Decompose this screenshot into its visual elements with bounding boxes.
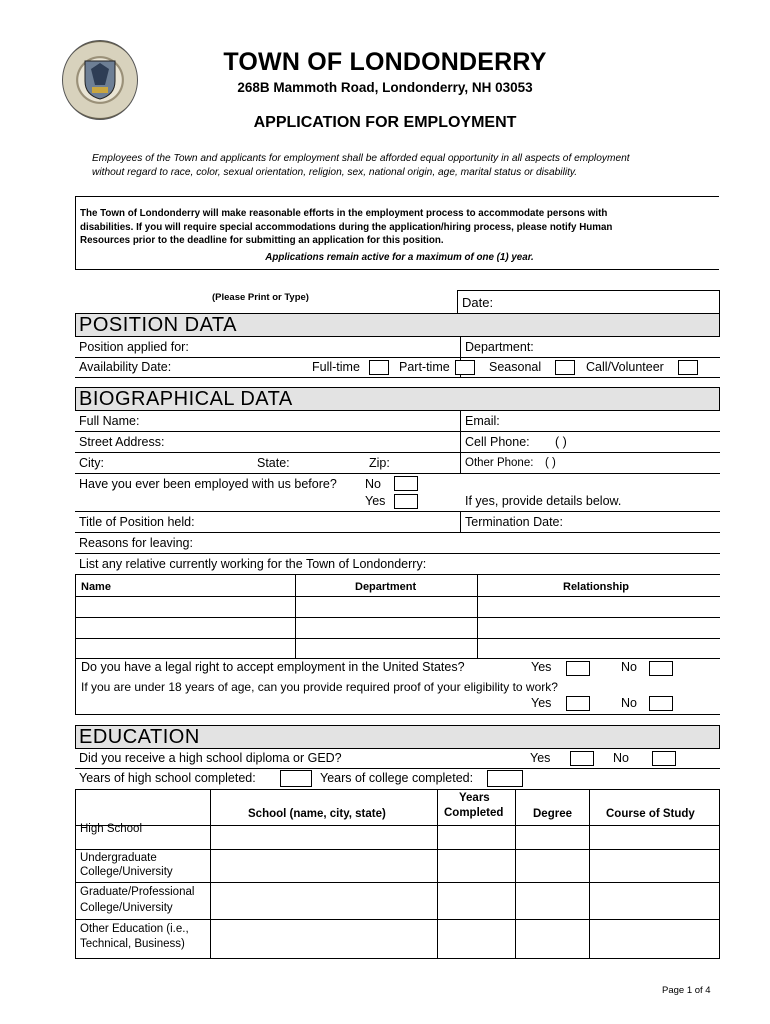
- relative-2-name-cell[interactable]: [76, 618, 294, 638]
- row-employed-before: [75, 474, 720, 512]
- city-field[interactable]: City:: [79, 456, 104, 470]
- seasonal-checkbox[interactable]: [555, 360, 575, 375]
- other-phone-field[interactable]: Other Phone:: [465, 457, 534, 469]
- education-table: [75, 789, 720, 959]
- cell-phone-parens: ( ): [555, 435, 567, 449]
- notice-line-1: The Town of Londonderry will make reasonable efforts in the employment process to accommodate persons with: [80, 208, 608, 219]
- eligibility-block: [75, 658, 720, 715]
- other-phone-parens: ( ): [545, 457, 556, 469]
- edu-col-years-2: Completed: [444, 807, 504, 819]
- under18-question: If you are under 18 years of age, can you provide required proof of your eligibility to work?: [81, 680, 558, 694]
- edu-col-school: School (name, city, state): [248, 808, 386, 820]
- row-years-completed: [75, 769, 720, 789]
- termination-date-field[interactable]: Termination Date:: [465, 515, 563, 529]
- under18-yes-checkbox[interactable]: [566, 696, 590, 711]
- edu-row-grad-2: College/University: [80, 902, 173, 914]
- under18-yes-label: Yes: [531, 696, 552, 710]
- relatives-col-name: Name: [81, 581, 111, 593]
- reasons-leaving-field[interactable]: Reasons for leaving:: [79, 536, 193, 550]
- employed-yes-checkbox[interactable]: [394, 494, 418, 509]
- relatives-label: List any relative currently working for the Town of Londonderry:: [79, 557, 427, 571]
- parttime-checkbox[interactable]: [455, 360, 475, 375]
- address: 268B Mammoth Road, Londonderry, NH 03053: [237, 80, 533, 95]
- relative-1-name-cell[interactable]: [76, 597, 294, 617]
- eeo-line-2: without regard to race, color, sexual orientation, religion, sex, national origin, age, marital status or disability.: [92, 167, 578, 178]
- under18-no-checkbox[interactable]: [649, 696, 673, 711]
- legal-no-checkbox[interactable]: [649, 661, 673, 676]
- eeo-statement: [92, 152, 712, 180]
- page-title: TOWN OF LONDONDERRY: [223, 48, 547, 76]
- row-street: [75, 432, 720, 453]
- college-years-label: Years of college completed:: [320, 771, 474, 785]
- relative-2-relationship-cell[interactable]: [478, 618, 720, 638]
- edu-col-years-1: Years: [459, 792, 490, 804]
- edu-row-grad-1: Graduate/Professional: [80, 886, 195, 898]
- employed-before-question: Have you ever been employed with us before?: [79, 477, 337, 491]
- zip-field[interactable]: Zip:: [369, 456, 390, 470]
- hs-years-label: Years of high school completed:: [79, 771, 256, 785]
- diploma-question: Did you receive a high school diploma or GED?: [79, 751, 342, 765]
- row-city: [75, 453, 720, 474]
- state-field[interactable]: State:: [257, 456, 290, 470]
- form-title: APPLICATION FOR EMPLOYMENT: [253, 114, 517, 131]
- row-position-applied: [75, 337, 720, 358]
- email-field[interactable]: Email:: [465, 414, 500, 428]
- edu-col-degree: Degree: [533, 808, 572, 820]
- department-field[interactable]: Department:: [465, 340, 534, 354]
- relative-1-relationship-cell[interactable]: [478, 597, 720, 617]
- notice-line-3: Resources prior to the deadline for submitting an application for this position.: [80, 235, 444, 246]
- legal-yes-label: Yes: [531, 660, 552, 674]
- position-applied-field[interactable]: Position applied for:: [79, 340, 189, 354]
- callvolunteer-label: Call/Volunteer: [586, 360, 664, 374]
- fulltime-label: Full-time: [312, 360, 360, 374]
- employed-no-checkbox[interactable]: [394, 476, 418, 491]
- row-relatives: [75, 554, 720, 575]
- diploma-yes-label: Yes: [530, 751, 551, 765]
- date-label: Date:: [462, 295, 494, 310]
- edu-row-undergrad-1: Undergraduate: [80, 852, 157, 864]
- parttime-label: Part-time: [399, 360, 450, 374]
- hs-years-field[interactable]: [280, 770, 312, 787]
- title-held-field[interactable]: Title of Position held:: [79, 515, 195, 529]
- full-name-field[interactable]: Full Name:: [79, 414, 140, 428]
- notice-active: Applications remain active for a maximum of one (1) year.: [265, 251, 534, 263]
- row-full-name: [75, 411, 720, 432]
- edu-row-other-2: Technical, Business): [80, 938, 185, 950]
- employed-yes-label: Yes: [365, 494, 386, 508]
- street-address-field[interactable]: Street Address:: [79, 435, 165, 449]
- grad-school-cell[interactable]: [211, 883, 437, 919]
- diploma-no-checkbox[interactable]: [652, 751, 676, 766]
- row-diploma: [75, 749, 720, 769]
- other-school-cell[interactable]: [211, 920, 437, 958]
- edu-row-other-1: Other Education (i.e.,: [80, 923, 189, 935]
- section-biographical-data: BIOGRAPHICAL DATA: [75, 387, 720, 411]
- availability-date-field[interactable]: Availability Date:: [79, 360, 172, 374]
- legal-right-question: Do you have a legal right to accept employment in the United States?: [81, 660, 465, 674]
- date-field[interactable]: [457, 290, 720, 314]
- legal-yes-checkbox[interactable]: [566, 661, 590, 676]
- college-years-field[interactable]: [487, 770, 523, 787]
- row-title-held: [75, 512, 720, 533]
- undergrad-school-cell[interactable]: [211, 850, 437, 882]
- relative-2-department-cell[interactable]: [296, 618, 476, 638]
- accommodation-notice: [75, 196, 719, 270]
- notice-line-2: disabilities. If you will require special accommodations during the application/hiring process, please notify Human: [80, 221, 613, 233]
- callvolunteer-checkbox[interactable]: [678, 360, 698, 375]
- relatives-col-department: Department: [355, 581, 417, 593]
- row-availability: [75, 358, 720, 378]
- print-note: (Please Print or Type): [212, 292, 309, 303]
- if-yes-note: If yes, provide details below.: [465, 494, 622, 508]
- row-reasons: [75, 533, 720, 554]
- edu-col-course: Course of Study: [606, 808, 695, 820]
- edu-row-high-school: High School: [80, 823, 143, 835]
- section-education: EDUCATION: [75, 725, 720, 749]
- diploma-yes-checkbox[interactable]: [570, 751, 594, 766]
- eeo-line-1: Employees of the Town and applicants for employment shall be afforded equal opportunity in all aspects of employment: [92, 153, 630, 164]
- section-position-data: POSITION DATA: [75, 313, 720, 337]
- diploma-no-label: No: [613, 751, 629, 765]
- relatives-table: [75, 575, 720, 658]
- hs-school-cell[interactable]: [211, 826, 437, 849]
- relative-1-department-cell[interactable]: [296, 597, 476, 617]
- under18-no-label: No: [621, 696, 637, 710]
- page-number: Page 1 of 4: [662, 985, 711, 996]
- employed-no-label: No: [365, 477, 381, 491]
- legal-no-label: No: [621, 660, 637, 674]
- relatives-col-relationship: Relationship: [563, 581, 630, 593]
- fulltime-checkbox[interactable]: [369, 360, 389, 375]
- edu-row-undergrad-2: College/University: [80, 866, 173, 878]
- cell-phone-field[interactable]: Cell Phone:: [465, 435, 530, 449]
- seasonal-label: Seasonal: [489, 360, 542, 374]
